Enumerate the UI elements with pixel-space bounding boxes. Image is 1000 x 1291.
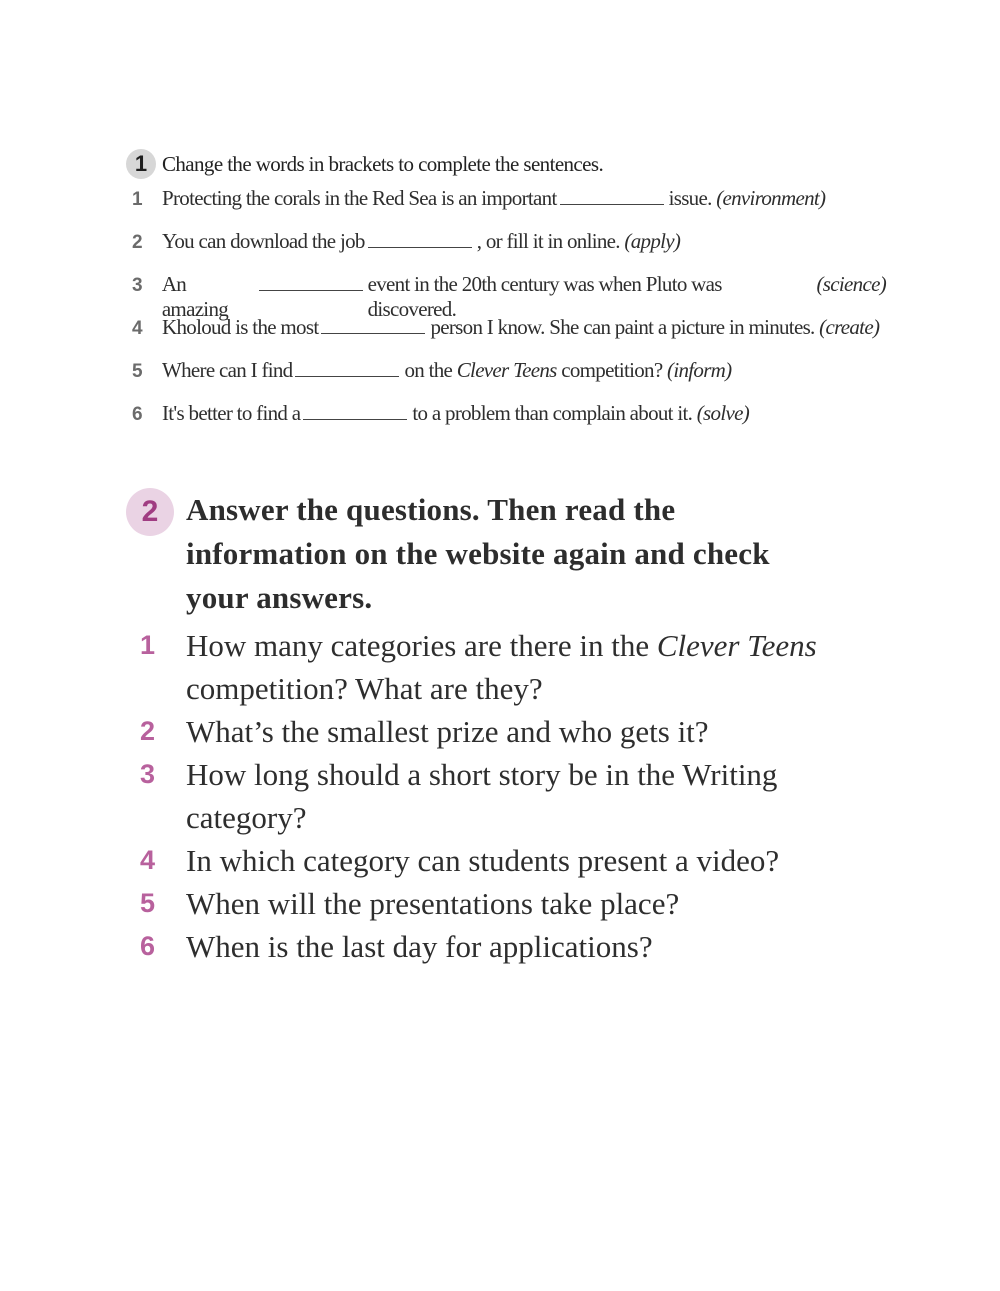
question-number: 4 — [140, 845, 156, 875]
exercise-1-header — [126, 142, 886, 186]
question-item — [126, 839, 886, 882]
answer-blank[interactable] — [321, 332, 425, 334]
bracket-hint: (solve) — [696, 401, 750, 425]
question-number: 2 — [140, 716, 156, 746]
question-item — [126, 925, 886, 968]
question-text: How long should a short story be in the Writing category? — [186, 757, 778, 835]
sentence-text: issue. — [668, 186, 712, 210]
bracket-hint: (apply) — [624, 229, 681, 253]
answer-blank[interactable] — [368, 246, 472, 248]
sentence-text: , or fill it in online. — [476, 229, 620, 253]
sentence-text: to a problem than complain about it. — [412, 401, 693, 425]
question-text: What’s the smallest prize and who gets it? — [186, 714, 709, 749]
sentence-item — [126, 315, 886, 358]
sentence-text: Where can I find — [162, 358, 293, 382]
sentence-item — [126, 401, 886, 444]
exercise-number-badge: 2 — [126, 488, 174, 536]
sentence-item — [126, 229, 886, 272]
sentence-text: person I know. She can paint a picture in minutes. — [430, 315, 815, 339]
question-number: 1 — [140, 630, 156, 660]
exercise-number-badge: 1 — [126, 149, 156, 179]
question-number: 6 — [140, 931, 156, 961]
sentence-item — [126, 358, 886, 401]
answer-blank[interactable] — [560, 203, 664, 205]
exercise-2-header — [126, 488, 886, 620]
item-number: 2 — [132, 232, 143, 253]
question-text: When is the last day for applications? — [186, 929, 653, 964]
question-item — [126, 882, 886, 925]
item-number: 6 — [132, 404, 143, 425]
sentence-text: on the — [404, 358, 453, 382]
sentence-text: competition? — [561, 358, 663, 382]
question-number: 5 — [140, 888, 156, 918]
sentence-item — [126, 186, 886, 229]
title-italic: Clever Teens — [656, 628, 817, 663]
item-number: 4 — [132, 318, 143, 339]
question-text-part: How many categories are there in the — [186, 628, 650, 663]
item-number: 3 — [132, 275, 143, 296]
sentence-list — [126, 186, 886, 444]
bracket-hint: (inform) — [667, 358, 732, 382]
title-italic: Clever Teens — [456, 358, 557, 382]
answer-blank[interactable] — [303, 418, 407, 420]
question-text: When will the presentations take place? — [186, 886, 680, 921]
bracket-hint: (create) — [819, 315, 880, 339]
question-text-part: competition? What are they? — [186, 671, 543, 706]
item-number: 1 — [132, 189, 143, 210]
sentence-item — [126, 272, 886, 321]
question-text: In which category can students present a video? — [186, 843, 780, 878]
sentence-text: Kholoud is the most — [162, 315, 319, 339]
item-number: 5 — [132, 361, 143, 382]
question-item — [126, 710, 886, 753]
answer-blank[interactable] — [295, 375, 399, 377]
sentence-text: You can download the job — [162, 229, 365, 253]
exercise-1 — [126, 142, 886, 444]
exercise-2 — [126, 488, 886, 968]
bracket-hint: (science) — [816, 272, 886, 296]
answer-blank[interactable] — [259, 289, 362, 291]
sentence-text: Protecting the corals in the Red Sea is an important — [162, 186, 557, 210]
exercise-instruction: Change the words in brackets to complete the sentences. — [162, 151, 604, 176]
bracket-hint: (environment) — [716, 186, 826, 210]
question-number: 3 — [140, 759, 156, 789]
sentence-text: It's better to find a — [162, 401, 301, 425]
sentence-text: event in the 20th century was when Pluto was discovered. — [367, 272, 722, 321]
question-text — [186, 624, 826, 710]
question-item — [126, 624, 886, 710]
sentence-text: An amazing — [161, 272, 229, 321]
question-list — [126, 624, 886, 968]
question-item — [126, 753, 886, 839]
exercise-instruction: Answer the questions. Then read the information on the website again and check your answers. — [186, 492, 770, 615]
